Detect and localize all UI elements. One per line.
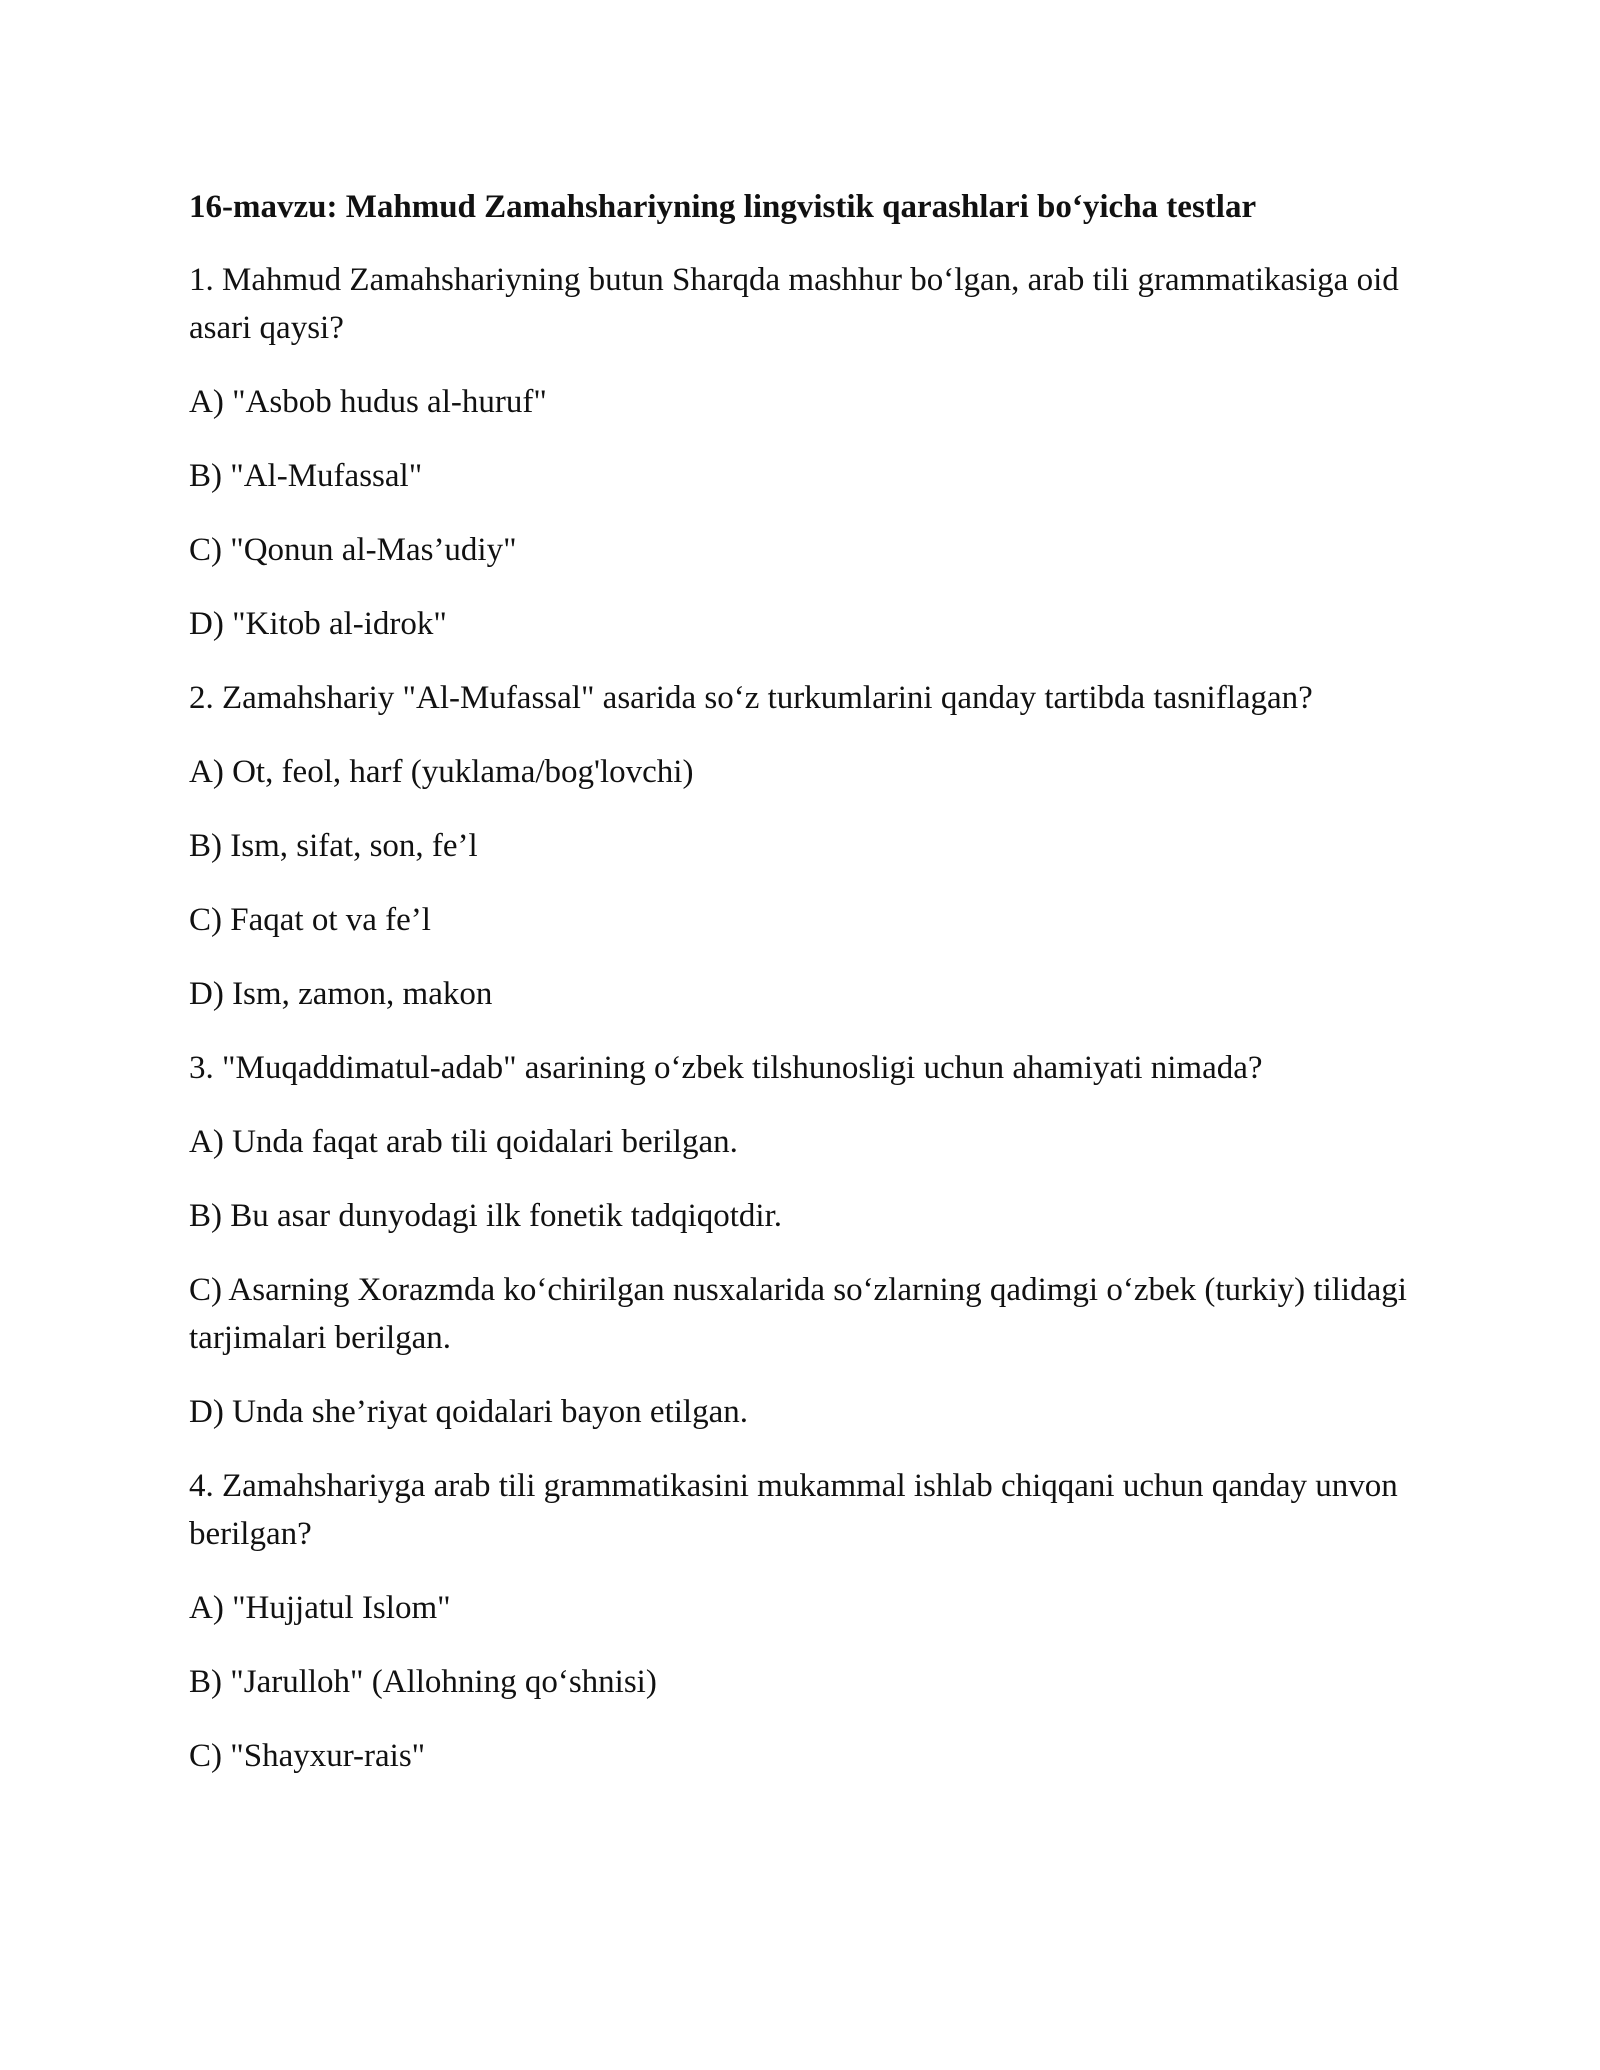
document-page [189, 183, 1429, 1806]
answer-option: B) Bu asar dunyodagi ilk fonetik tadqiqotdir. [189, 1198, 783, 1234]
question-text: 3. "Muqaddimatul-adab" asarining o‘zbek tilshunosligi uchun ahamiyati nimada? [189, 1050, 1263, 1086]
question-text: 1. Mahmud Zamahshariyning butun Sharqda mashhur bo‘lgan, arab tili grammatikasiga oid asari qaysi? [189, 262, 1399, 346]
answer-option: B) "Jarulloh" (Allohning qo‘shnisi) [189, 1664, 657, 1700]
question-block-4 [189, 1462, 1429, 1780]
answer-option: D) Unda she’riyat qoidalari bayon etilgan. [189, 1394, 748, 1430]
answer-option: C) "Shayxur-rais" [189, 1738, 426, 1774]
question-text: 4. Zamahshariyga arab tili grammatikasini mukammal ishlab chiqqani uchun qanday unvon berilgan? [189, 1468, 1398, 1552]
answer-option: C) Asarning Xorazmda ko‘chirilgan nusxalarida so‘zlarning qadimgi o‘zbek (turkiy) tilidagi tarjimalari berilgan. [189, 1272, 1407, 1356]
answer-option: A) "Asbob hudus al-huruf" [189, 384, 547, 420]
answer-option: A) Ot, feol, harf (yuklama/bog'lovchi) [189, 754, 694, 790]
document-title: 16-mavzu: Mahmud Zamahshariyning lingvistik qarashlari bo‘yicha testlar [189, 189, 1257, 225]
answer-option: C) Faqat ot va fe’l [189, 902, 431, 938]
question-block-2 [189, 674, 1429, 1018]
answer-option: B) Ism, sifat, son, fe’l [189, 828, 478, 864]
question-block-3 [189, 1044, 1429, 1436]
question-text: 2. Zamahshariy "Al-Mufassal" asarida so‘z turkumlarini qanday tartibda tasniflagan? [189, 680, 1313, 716]
answer-option: C) "Qonun al-Mas’udiy" [189, 532, 517, 568]
answer-option: A) "Hujjatul Islom" [189, 1590, 451, 1626]
answer-option: A) Unda faqat arab tili qoidalari berilgan. [189, 1124, 738, 1160]
answer-option: D) Ism, zamon, makon [189, 976, 493, 1012]
question-block-1 [189, 256, 1429, 648]
answer-option: B) "Al-Mufassal" [189, 458, 423, 494]
answer-option: D) "Kitob al-idrok" [189, 606, 447, 642]
